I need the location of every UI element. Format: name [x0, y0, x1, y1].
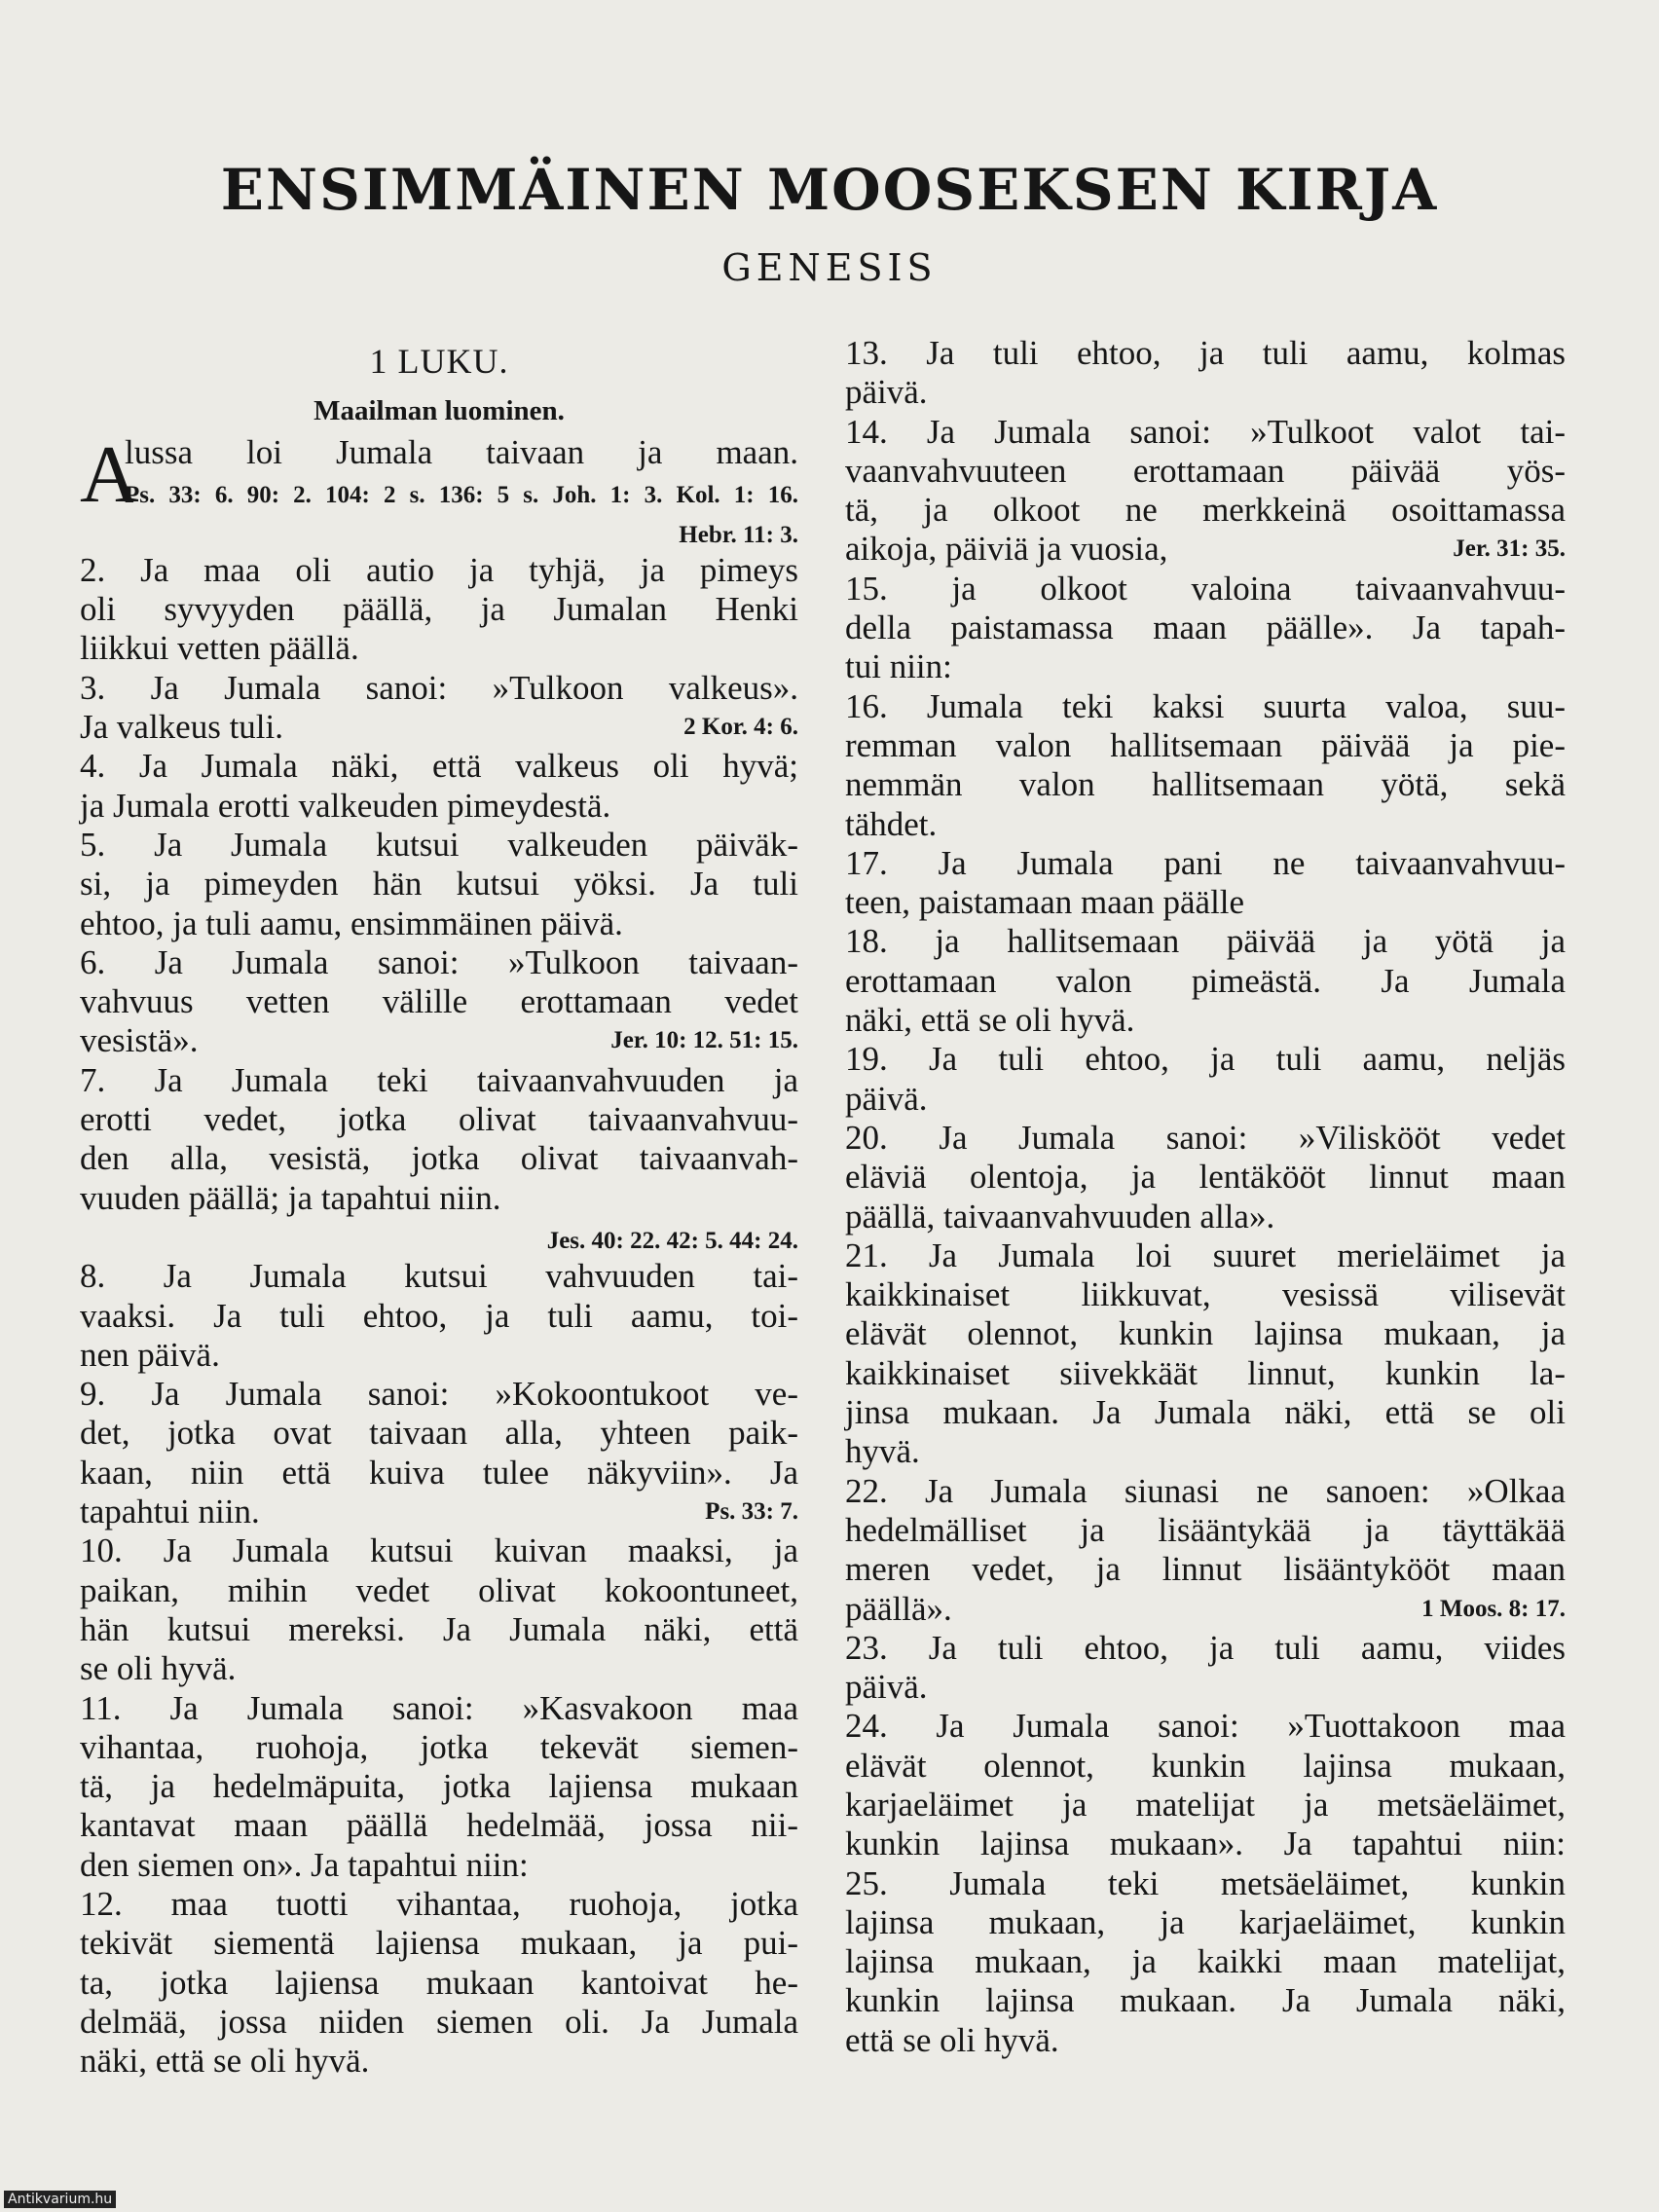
text-line: 23. Ja tuli ehtoo, ja tuli aamu, viides [845, 1628, 1566, 1667]
text-line: 18. ja hallitsemaan päivää ja yötä ja [845, 922, 1566, 961]
cross-reference: Jer. 31: 35. [1453, 535, 1566, 563]
text-line: erotti vedet, jotka olivat taivaanvahvuu- [80, 1100, 798, 1139]
text-line [845, 530, 1566, 569]
text-line: 21. Ja Jumala loi suuret merieläimet ja [845, 1235, 1566, 1274]
text-line: 15. ja olkoot valoina taivaanvahvuu- [845, 569, 1566, 608]
right-column [845, 334, 1566, 2060]
text-line: että se oli hyvä. [845, 2020, 1059, 2059]
text-line: lussa loi Jumala taivaan ja maan. [125, 433, 798, 471]
text-line: delmää, jossa niiden siemen oli. Ja Jumala [80, 2002, 798, 2041]
text-line: 12. maa tuotti vihantaa, ruohoja, jotka [80, 1884, 798, 1923]
verse-text: tapahtui niin. [80, 1493, 260, 1531]
cross-reference: Ps. 33: 6. 90: 2. 104: 2 s. 136: 5 s. Joh. 1: 3. Kol. 1: 16. [125, 482, 798, 509]
text-line: si, ja pimeyden hän kutsui yöksi. Ja tuli [80, 865, 798, 903]
text-line: kaikkinaiset liikkuvat, vesissä vilisevät [845, 1275, 1566, 1314]
verse-text: päällä». [845, 1589, 952, 1628]
text-line: della paistamassa maan päälle». Ja tapah- [845, 608, 1566, 647]
text-line: 10. Ja Jumala kutsui kuivan maaksi, ja [80, 1531, 798, 1570]
book-subtitle: GENESIS [721, 246, 938, 289]
text-line: 3. Ja Jumala sanoi: »Tulkoon valkeus». [80, 668, 798, 707]
book-title: ENSIMMÄINEN MOOSEKSEN KIRJA [220, 157, 1439, 223]
text-line [80, 1493, 798, 1531]
text-line: elävät olennot, kunkin lajinsa mukaan, [845, 1746, 1566, 1785]
text-line: vihantaa, ruohoja, jotka tekevät siemen- [80, 1727, 798, 1766]
text-line: 6. Ja Jumala sanoi: »Tulkoon taivaan- [80, 942, 798, 981]
text-line: nen päivä. [80, 1335, 220, 1374]
text-line: meren vedet, ja linnut lisääntykööt maan [845, 1550, 1566, 1589]
text-line: 7. Ja Jumala teki taivaanvahvuuden ja [80, 1060, 798, 1099]
text-line [845, 1590, 1566, 1629]
text-line: ja Jumala erotti valkeuden pimeydestä. [80, 786, 611, 825]
text-line: ta, jotka lajiensa mukaan kantoivat he- [80, 1963, 798, 2002]
text-line: päällä, taivaanvahvuuden alla». [845, 1197, 1275, 1235]
text-line: oli syvyyden päällä, ja Jumalan Henki [80, 590, 798, 629]
text-line: remman valon hallitsemaan päivää ja pie- [845, 725, 1566, 764]
text-line: 22. Ja Jumala siunasi ne sanoen: »Olkaa [845, 1471, 1566, 1510]
text-line: 20. Ja Jumala sanoi: »Viliskööt vedet [845, 1118, 1566, 1157]
text-line: det, jotka ovat taivaan alla, yhteen paik- [80, 1414, 798, 1453]
text-line: den siemen on». Ja tapahtui niin: [80, 1845, 529, 1884]
text-line: elävät olennot, kunkin lajinsa mukaan, ja [845, 1314, 1566, 1353]
dropcap-letter: A [80, 429, 139, 520]
text-line: 4. Ja Jumala näki, että valkeus oli hyvä; [80, 747, 798, 786]
cross-reference: Ps. 33: 7. [705, 1498, 798, 1526]
text-line: lajinsa mukaan, ja kaikki maan matelijat, [845, 1942, 1566, 1981]
text-line: se oli hyvä. [80, 1649, 237, 1688]
text-line [80, 1218, 798, 1257]
text-line: näki, että se oli hyvä. [80, 2042, 370, 2081]
section-heading: Maailman luominen. [313, 395, 565, 426]
text-line: liikkui vetten päällä. [80, 629, 359, 668]
text-line: vaaksi. Ja tuli ehtoo, ja tuli aamu, toi- [80, 1296, 798, 1335]
text-line: tähdet. [845, 804, 938, 843]
text-line: hedelmälliset ja lisääntykää ja täyttäkää [845, 1510, 1566, 1549]
text-line: nemmän valon hallitsemaan yötä, sekä [845, 765, 1566, 804]
text-line: eläviä olentoja, ja lentäkööt linnut maan [845, 1158, 1566, 1197]
text-line: paikan, mihin vedet olivat kokoontuneet, [80, 1570, 798, 1609]
text-line: päivä. [845, 373, 928, 412]
cross-reference: 2 Kor. 4: 6. [683, 714, 798, 741]
text-line: päivä. [845, 1668, 928, 1707]
text-line: kaikkinaiset siivekkäät linnut, kunkin la- [845, 1353, 1566, 1392]
cross-reference: 1 Moos. 8: 17. [1421, 1595, 1566, 1622]
chapter-heading: 1 LUKU. [369, 342, 509, 381]
cross-reference: Hebr. 11: 3. [679, 521, 798, 548]
text-line: kunkin lajinsa mukaan». Ja tapahtui niin: [845, 1825, 1566, 1863]
text-line: 8. Ja Jumala kutsui vahvuuden tai- [80, 1257, 798, 1296]
text-line [80, 1021, 798, 1060]
text-line: erottamaan valon pimeästä. Ja Jumala [845, 961, 1566, 1000]
text-line: vaanvahvuuteen erottamaan päivää yös- [845, 451, 1566, 490]
text-line: 25. Jumala teki metsäeläimet, kunkin [845, 1863, 1566, 1902]
text-line [80, 472, 798, 511]
text-line: 24. Ja Jumala sanoi: »Tuottakoon maa [845, 1707, 1566, 1746]
text-line: 5. Ja Jumala kutsui valkeuden päiväk- [80, 825, 798, 864]
text-line: vahvuus vetten välille erottamaan vedet [80, 982, 798, 1021]
text-line: 17. Ja Jumala pani ne taivaanvahvuu- [845, 843, 1566, 882]
text-line: tui niin: [845, 647, 952, 686]
text-line: tä, ja hedelmäpuita, jotka lajiensa mukaan [80, 1767, 798, 1806]
text-line: 9. Ja Jumala sanoi: »Kokoontukoot ve- [80, 1375, 798, 1414]
text-line: vuuden päällä; ja tapahtui niin. [80, 1178, 501, 1217]
text-line: tekivät siementä lajiensa mukaan, ja pui- [80, 1924, 798, 1963]
dropcap-block [80, 429, 798, 2081]
text-line: hyvä. [845, 1432, 920, 1471]
text-line: päivä. [845, 1079, 928, 1118]
left-column [80, 334, 798, 2081]
cross-reference: Jes. 40: 22. 42: 5. 44: 24. [546, 1227, 798, 1254]
text-line: 16. Jumala teki kaksi suurta valoa, suu- [845, 686, 1566, 725]
text-line: 11. Ja Jumala sanoi: »Kasvakoon maa [80, 1688, 798, 1727]
text-line: den alla, vesistä, jotka olivat taivaanvah- [80, 1139, 798, 1178]
text-line: ehtoo, ja tuli aamu, ensimmäinen päivä. [80, 903, 623, 942]
text-line: hän kutsui mereksi. Ja Jumala näki, että [80, 1609, 798, 1648]
text-line: tä, ja olkoot ne merkkeinä osoittamassa [845, 491, 1566, 530]
text-line: kantavat maan päällä hedelmää, jossa nii- [80, 1806, 798, 1845]
cross-reference: Jer. 10: 12. 51: 15. [610, 1027, 798, 1054]
text-line: kaan, niin että kuiva tulee näkyviin». Ja [80, 1453, 798, 1492]
text-line: lajinsa mukaan, ja karjaeläimet, kunkin [845, 1902, 1566, 1941]
text-line: karjaeläimet ja matelijat ja metsäeläimet, [845, 1785, 1566, 1824]
watermark: Antikvarium.hu [4, 2191, 116, 2208]
text-line [80, 708, 798, 747]
text-line: näki, että se oli hyvä. [845, 1001, 1135, 1040]
text-line: teen, paistamaan maan päälle [845, 883, 1245, 922]
text-line: kunkin lajinsa mukaan. Ja Jumala näki, [845, 1981, 1566, 2020]
verse-text: aikoja, päiviä ja vuosia, [845, 530, 1168, 569]
verse-text: Ja valkeus tuli. [80, 708, 283, 747]
text-line: 13. Ja tuli ehtoo, ja tuli aamu, kolmas [845, 334, 1566, 372]
text-line [80, 512, 798, 551]
text-line: 2. Ja maa oli autio ja tyhjä, ja pimeys [80, 550, 798, 589]
verse-text: vesistä». [80, 1021, 199, 1060]
text-line: 19. Ja tuli ehtoo, ja tuli aamu, neljäs [845, 1040, 1566, 1079]
text-line: jinsa mukaan. Ja Jumala näki, että se oli [845, 1393, 1566, 1432]
text-line: 14. Ja Jumala sanoi: »Tulkoot valot tai- [845, 412, 1566, 451]
